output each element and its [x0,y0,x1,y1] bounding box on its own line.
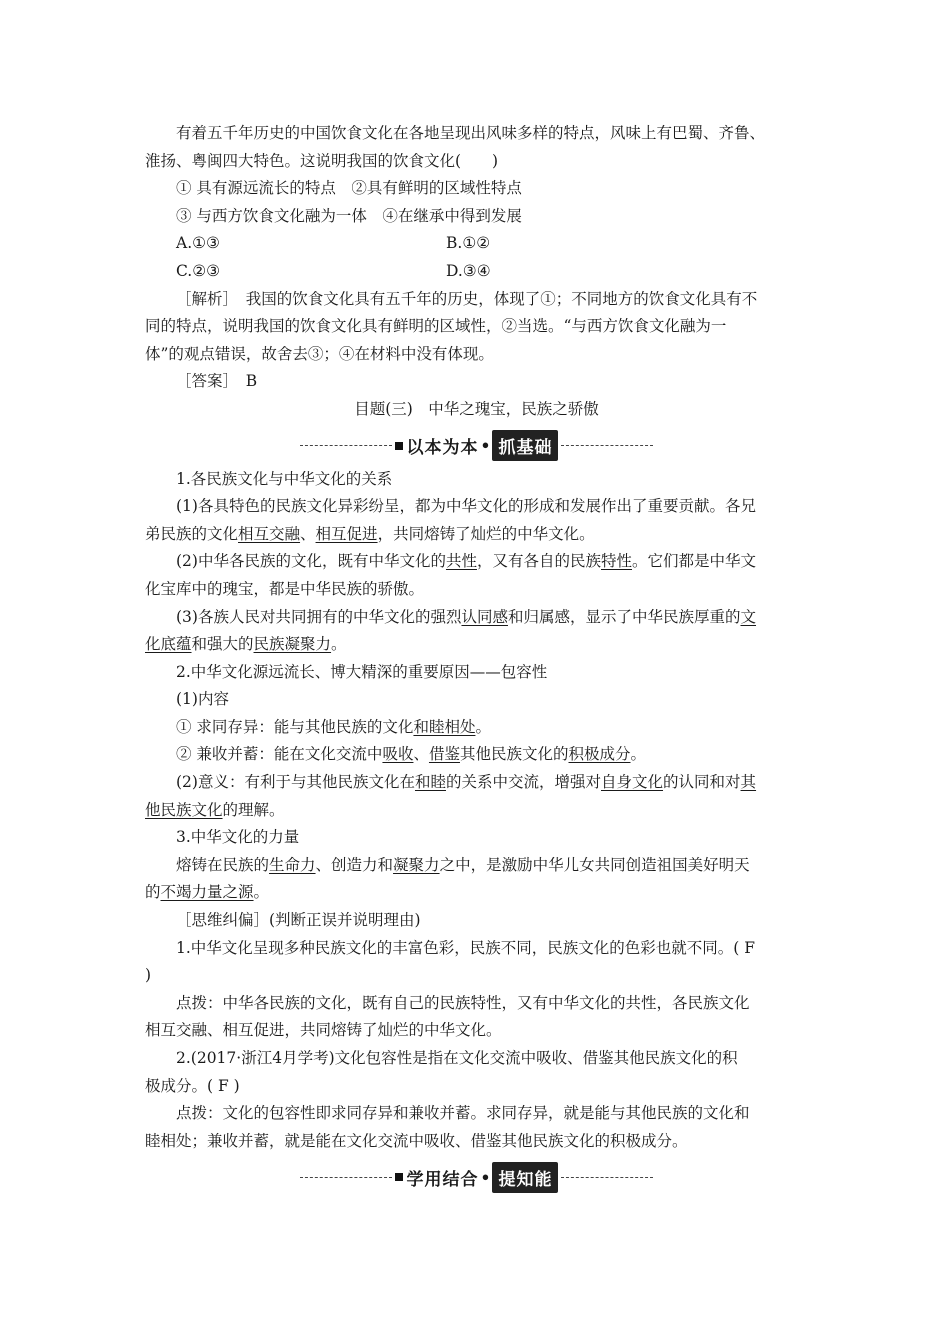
analysis-line-1: ［解析］ 我国的饮食文化具有五千年的历史，体现了①；不同地方的饮食文化具有不 [176,289,758,308]
banner-dot: • [480,1167,491,1187]
tip-2-line-2: 睦相处；兼收并蓄，就是能在文化交流中吸收、借鉴其他民族文化的积极成分。 [145,1131,688,1150]
key-term: 民族凝聚力 [253,635,332,654]
text-run: 的关系中交流，增强对 [445,773,601,792]
question-item-line-1: ① 具有源远流长的特点 ②具有鲜明的区域性特点 [176,179,522,198]
s2-subheading: (1)内容 [176,690,229,709]
key-term: 认同感 [461,607,508,626]
text-run: 、创造力和 [315,855,394,874]
analysis-line-2: 同的特点，说明我国的饮食文化具有鲜明的区域性，②当选。“与西方饮食文化融为一 [145,317,727,336]
key-term: 共性 [445,552,477,571]
key-term: 借鉴 [428,745,460,764]
analysis-line-3: 体”的观点错误，故舍去③；④在材料中没有体现。 [145,344,494,363]
tip-2-line-1: 点拨：文化的包容性即求同存异和兼收并蓄。求同存异，就是能与其他民族的文化和 [176,1104,750,1123]
text-run: (2)意义：有利于与其他民族文化在 [176,773,415,792]
banner-text: 学用结合 [406,1169,479,1190]
banner-dot: • [480,436,491,456]
text-run: 的理解。 [222,800,285,819]
s3-line-2 [145,879,808,907]
square-bullet-icon [395,1173,403,1181]
s2-item-1 [145,714,808,742]
answer-line: ［答案］ B [176,372,258,391]
section-banner-basics [145,428,808,464]
key-term: 特性 [601,552,633,571]
page-content [145,120,808,1197]
text-run: ，又有各自的民族 [476,552,601,571]
section-3-title: 3.中华文化的力量 [176,828,300,847]
key-term: 积极成分 [568,745,631,764]
s1-para-2-line-2: 化宝库中的瑰宝，都是中华民族的骄傲。 [145,579,425,598]
judge-question-2-line-1: 2.(2017·浙江4月学考)文化包容性是指在文化交流中吸收、借鉴其他民族文化的积 [176,1049,738,1067]
key-term: 化底蕴 [145,635,192,654]
text-run: ，共同熔铸了灿烂的中华文化。 [377,524,595,543]
s1-para-1-line-1: (1)各具特色的民族文化异彩纷呈，都为中华文化的形成和发展作出了重要贡献。各兄 [176,497,756,516]
judge-question-1-line-2: ) [145,966,152,985]
text-run: ① 求同存异：能与其他民族的文化 [176,717,414,736]
text-run: 、 [413,745,429,764]
banner-dashed-rule [561,1177,653,1178]
text-run: 。 [475,717,491,736]
options-row-2 [145,258,808,286]
banner-dashed-rule [300,1177,392,1178]
option-c: C.②③ [176,261,221,280]
key-term: 不竭力量之源 [160,883,254,902]
s1-para-1-line-2 [145,521,808,549]
question-item-line-2: ③ 与西方饮食文化融为一体 ④在继承中得到发展 [176,206,522,225]
text-run: (2)中华各民族的文化，既有中华文化的 [176,552,446,571]
text-run: 其他民族文化的 [459,745,569,764]
key-term: 和睦 [414,773,446,792]
key-term: 其 [740,773,757,792]
text-run: 。 [331,635,347,654]
s1-para-2-line-1 [145,548,808,576]
banner-dashed-rule [561,445,653,446]
s1-para-3-line-1 [145,604,808,632]
option-b: B.①② [446,234,491,253]
banner-text: 以本为本 [406,438,479,459]
section-1-title: 1.各民族文化与中华文化的关系 [176,469,393,488]
text-run: 的认同和对 [663,773,741,792]
text-run: 之中，是激励中华儿女共同创造祖国美好明天 [439,855,750,874]
banner-dashed-rule [300,445,392,446]
s2-meaning-line-1 [145,769,808,797]
tip-1-line-1: 点拨：中华各民族的文化，既有自己的民族特性，又有中华文化的共性，各民族文化 [176,993,750,1012]
option-a: A.①③ [176,234,220,253]
thinking-correction-title: ［思维纠偏］(判断正误并说明理由) [176,911,421,930]
text-run: 、 [300,524,316,543]
key-term: 自身文化 [601,773,664,792]
options-row-1 [145,230,808,258]
option-d: D.③④ [446,261,491,280]
text-run: 和强大的 [191,635,254,654]
key-term: 他民族文化 [145,800,223,819]
key-term: 生命力 [269,855,316,874]
question-stem-line-2: 淮扬、粤闽四大特色。这说明我国的饮食文化( ) [145,151,499,170]
section-banner-application [145,1159,808,1195]
text-run: 熔铸在民族的 [176,855,270,874]
key-term: 凝聚力 [393,855,440,874]
text-run: 。 [253,883,270,902]
s3-line-1 [145,852,808,880]
judge-question-2-line-2: 极成分。( F ) [145,1076,240,1095]
question-stem-line-1: 有着五千年历史的中国饮食文化在各地呈现出风味多样的特点，风味上有巴蜀、齐鲁、 [176,124,766,142]
s2-meaning-line-2 [145,797,808,825]
text-run: ② 兼收并蓄：能在文化交流中 [176,745,383,764]
s1-para-3-line-2 [145,631,808,659]
topic-title: 目题(三) 中华之瑰宝，民族之骄傲 [354,399,599,418]
key-term: 相互促进 [315,524,378,543]
text-run: 的 [145,883,161,902]
key-term: 吸收 [382,745,414,764]
tip-1-line-2: 相互交融、相互促进，共同熔铸了灿烂的中华文化。 [145,1021,502,1040]
text-run: (3)各族人民对共同拥有的中华文化的强烈 [176,607,462,626]
key-term: 相互交融 [238,524,301,543]
text-run: 和归属感，显示了中华民族厚重的 [507,607,741,626]
square-bullet-icon [395,442,403,450]
text-run: 。 [630,745,647,764]
text-run: 弟民族的文化 [145,524,239,543]
s2-item-2 [145,741,808,769]
text-run: 。它们都是中华文 [632,552,757,571]
section-2-title: 2.中华文化源远流长、博大精深的重要原因——包容性 [176,662,548,681]
banner-label-box: 提知能 [492,1162,558,1193]
banner-label-box: 抓基础 [492,430,558,461]
key-term: 文 [740,607,757,626]
key-term: 和睦相处 [413,717,476,736]
judge-question-1-line-1: 1.中华文化呈现多种民族文化的丰富色彩，民族不同，民族文化的色彩也就不同。( F [176,938,756,957]
